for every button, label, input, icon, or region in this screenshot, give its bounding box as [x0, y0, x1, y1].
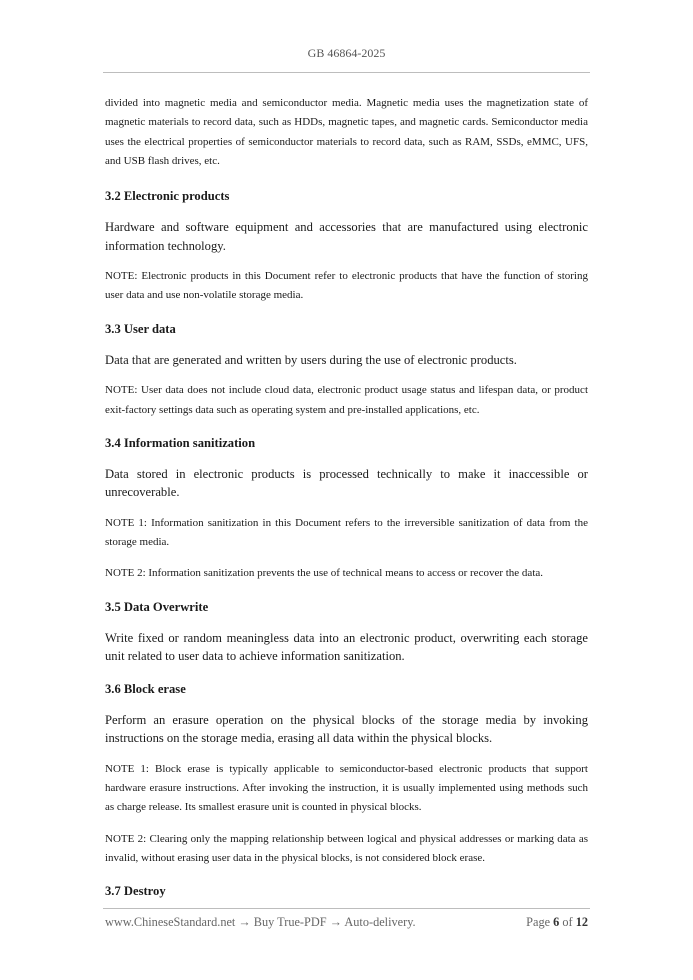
definition-3-4: Data stored in electronic products is processed technically to make it inaccessible or unrecoverable.: [105, 466, 588, 500]
auto-delivery-text: Auto-delivery.: [344, 915, 416, 929]
note-1-3-6: NOTE 1: Block erase is typically applicable to semiconductor-based electronic products that support hardware erasure instructions. After invoking the instruction, it is usually implemented using methods such as charge release. Its smallest erasure unit is counted in physical blocks.: [105, 762, 588, 814]
note-3-3: NOTE: User data does not include cloud data, electronic product usage status and lifespan data, or product exit-factory settings data such as operating system and pre-installed applications, etc.: [105, 384, 588, 416]
section-heading-3-2: 3.2 Electronic products: [105, 189, 230, 204]
section-heading-3-7: 3.7 Destroy: [105, 884, 166, 899]
note-1-3-4: NOTE 1: Information sanitization in this Document refers to the irreversible sanitization of data from the storage media.: [105, 516, 588, 549]
definition-3-3: Data that are generated and written by users during the use of electronic products.: [105, 352, 517, 367]
definition-3-2: Hardware and software equipment and accessories that are manufactured using electronic information technology.: [105, 220, 588, 253]
document-body: [105, 94, 588, 900]
current-page: 6: [553, 915, 560, 929]
page-number: [526, 915, 588, 930]
section-heading-3-4: 3.4 Information sanitization: [105, 435, 256, 450]
arrow-right-icon: →: [329, 915, 342, 929]
definition-3-6: Perform an erasure operation on the physical blocks of the storage media by invoking instructions on the storage media, erasing all data within the physical blocks.: [105, 712, 588, 746]
section-heading-3-3: 3.3 User data: [105, 321, 176, 336]
total-pages: 12: [575, 915, 588, 929]
page-header: GB 46864-2025: [307, 46, 386, 60]
note-2-3-4: NOTE 2: Information sanitization prevents the use of technical means to access or recover the data.: [105, 567, 544, 580]
header-divider: [103, 72, 590, 73]
definition-3-5: Write fixed or random meaningless data into an electronic product, overwriting each storage unit related to user data to achieve information sanitization.: [105, 630, 588, 664]
footer-divider: [103, 908, 590, 909]
page-label: Page: [526, 915, 551, 929]
footer-promo: [105, 915, 416, 930]
note-3-2: NOTE: Electronic products in this Document refer to electronic products that have the function of storing user data and use non-volatile storage media.: [105, 270, 588, 302]
section-heading-3-5: 3.5 Data Overwrite: [105, 599, 209, 614]
arrow-right-icon: →: [238, 915, 251, 929]
buy-true-pdf-text: Buy True-PDF: [253, 915, 327, 929]
of-label: of: [562, 915, 573, 929]
note-2-3-6: NOTE 2: Clearing only the mapping relationship between logical and physical addresses or marking data as invalid, without erasing user data in the physical blocks, is not considered block erase.: [105, 832, 588, 864]
section-heading-3-6: 3.6 Block erase: [105, 681, 186, 696]
website-link[interactable]: www.ChineseStandard.net: [105, 915, 236, 929]
paragraph-3-1-continuation: divided into magnetic media and semiconductor media. Magnetic media uses the magnetization state of magnetic materials to record data, such as HDDs, magnetic tapes, and magnetic cards. Semiconductor media uses the electrical properties of semiconductor materials to record data, such as RAM, SSDs, eMMC, UFS, and USB flash drives, etc.: [105, 97, 588, 167]
